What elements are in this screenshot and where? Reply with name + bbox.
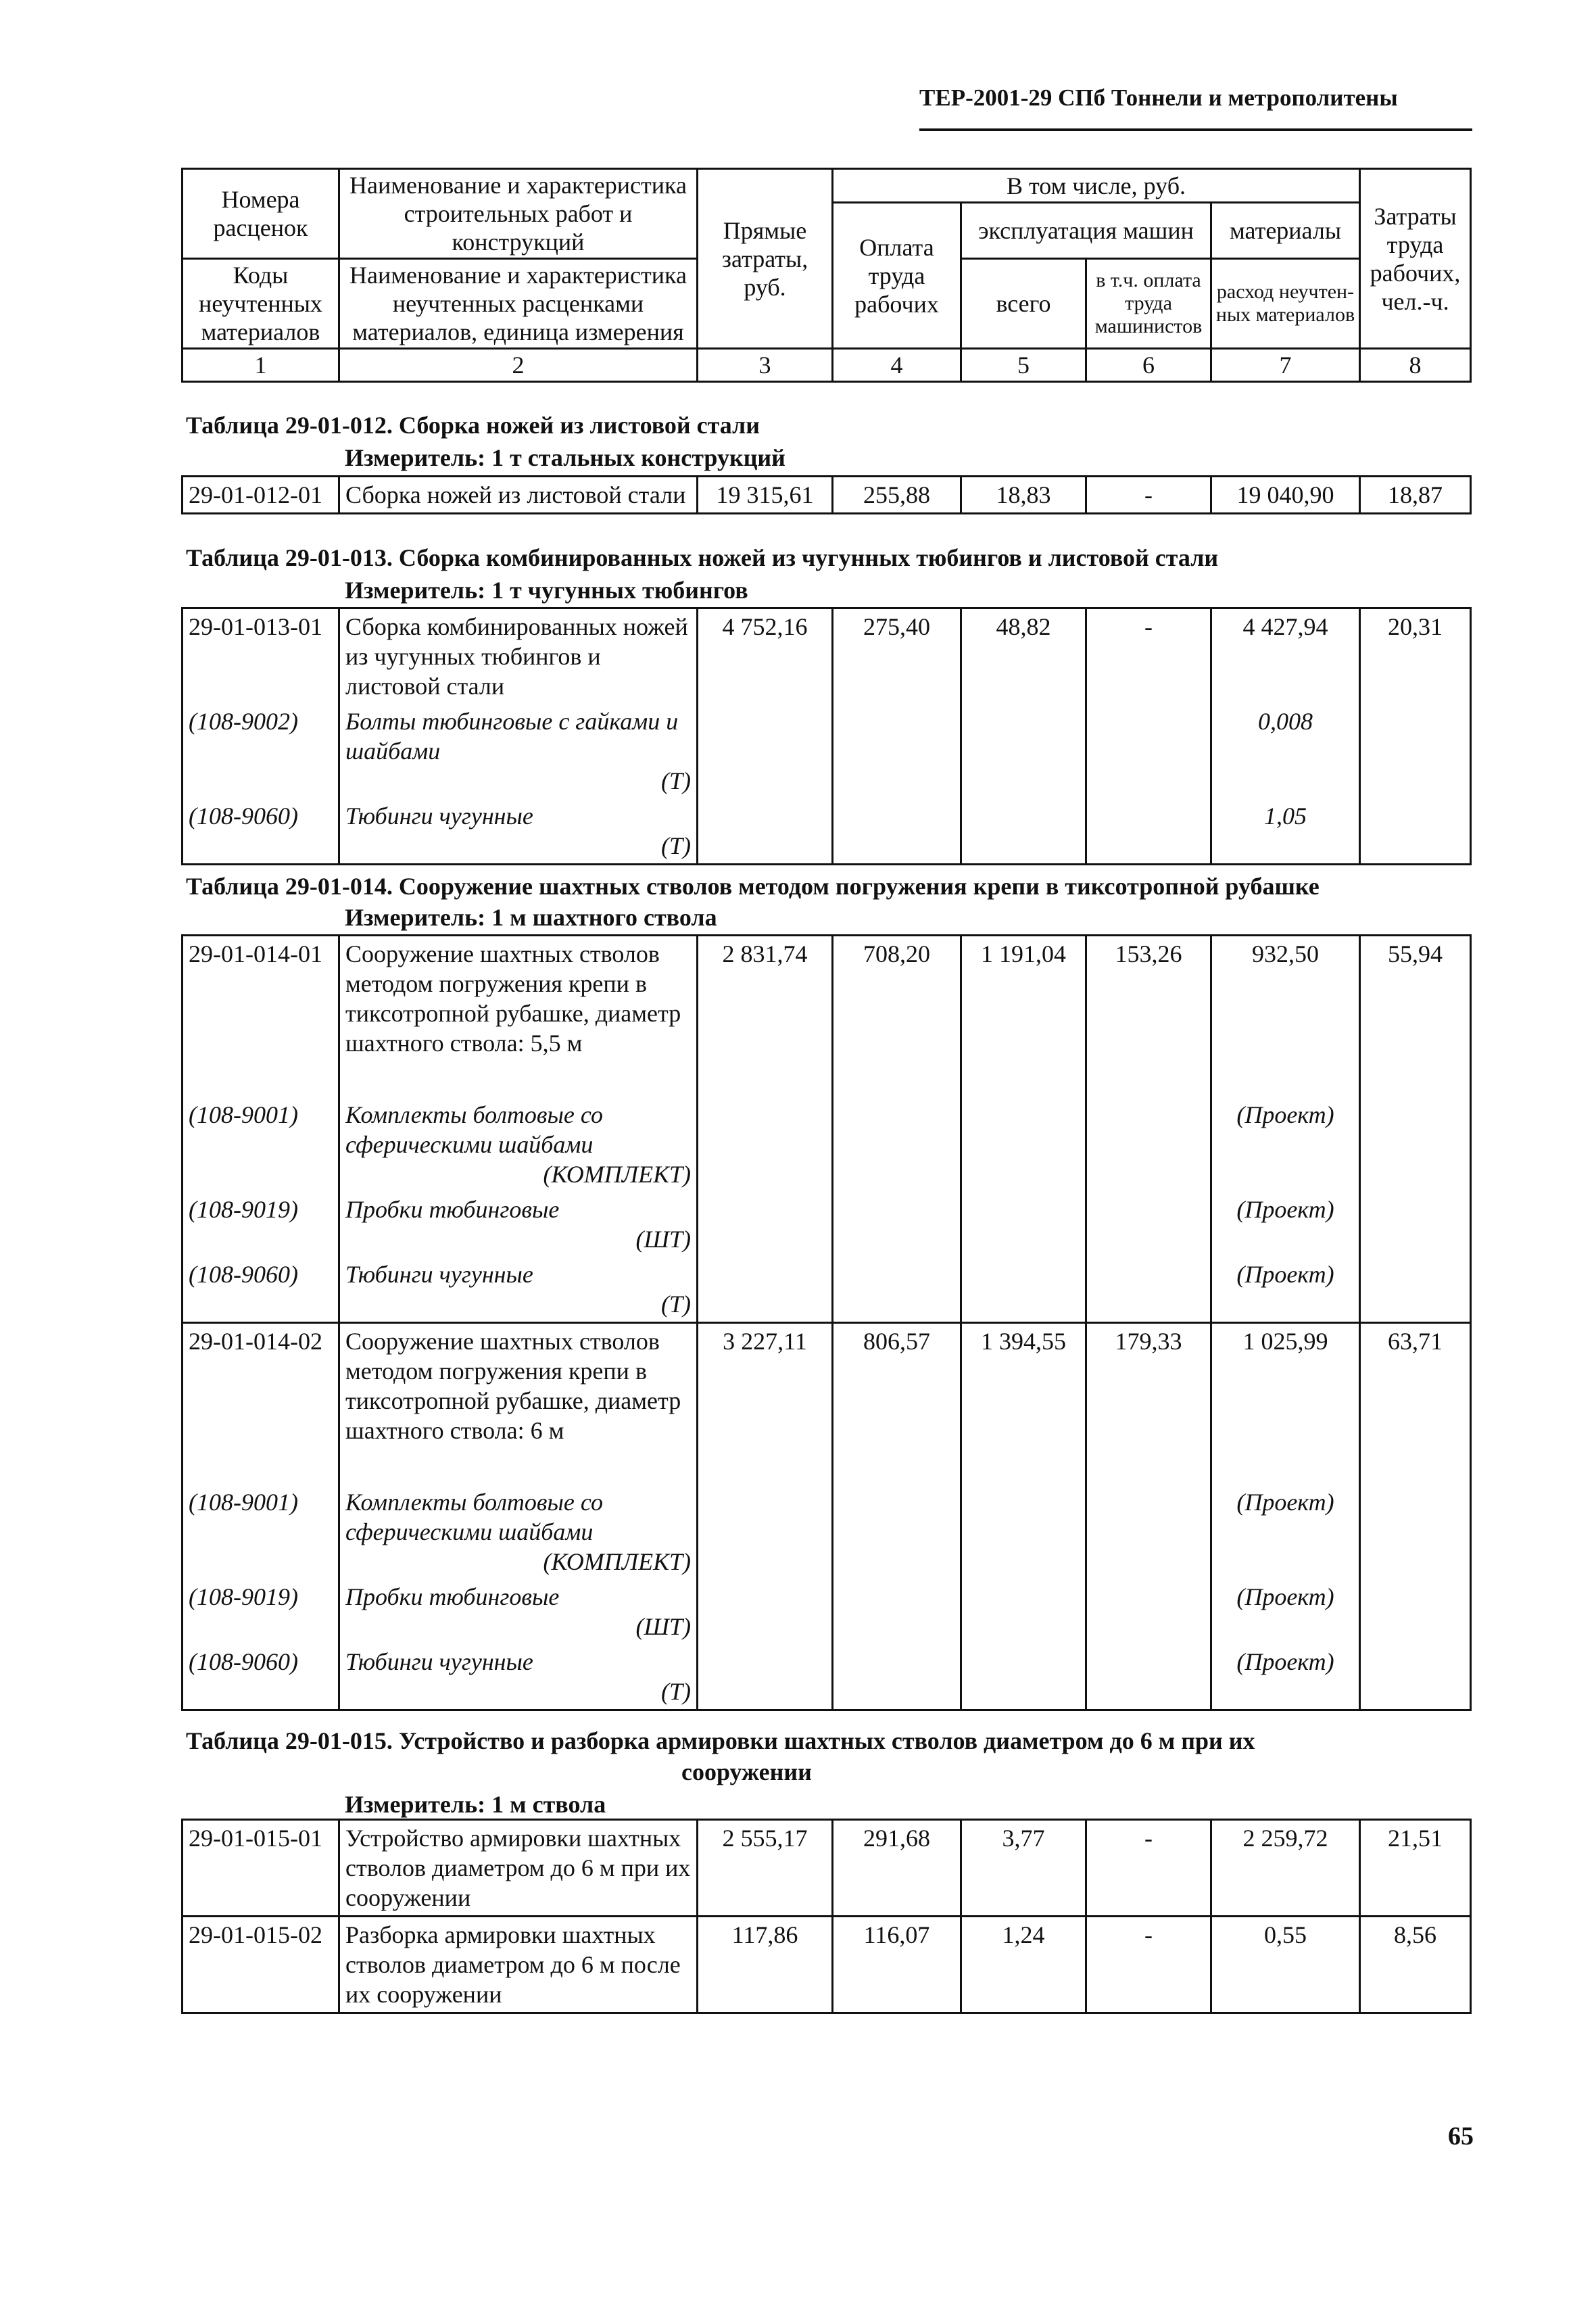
row-labor: 708,20	[833, 936, 961, 1323]
col-header-1-top: Номера расценок	[183, 169, 339, 259]
row-mach: 1 191,04	[961, 936, 1086, 1323]
col-header-5: всего	[961, 259, 1086, 349]
material-name-text: Комплекты болтовые со сферическими шайбами	[345, 1489, 603, 1545]
row-mach-labor: -	[1086, 1917, 1211, 2013]
material-code: (108-9060)	[183, 1644, 339, 1710]
col-header-2-bottom: Наименование и характеристика неучтенных расценками материалов, единица измерения	[339, 259, 698, 349]
row-mach-labor: -	[1086, 1820, 1211, 1917]
material-name	[339, 1257, 698, 1323]
row-name: Сборка ножей из листовой стали	[339, 477, 698, 514]
meter-014-text: Измеритель: 1 м шахтного ствола	[345, 904, 717, 931]
row-labor: 255,88	[833, 477, 961, 514]
col-header-group: В том числе, руб.	[833, 169, 1360, 203]
table-row	[183, 1820, 1471, 1917]
row-code: 29-01-012-01	[183, 477, 339, 514]
material-value: 1,05	[1211, 798, 1360, 865]
row-labor: 291,68	[833, 1820, 961, 1917]
col-num-7: 7	[1211, 349, 1360, 382]
material-code: (108-9060)	[183, 1257, 339, 1323]
material-name-text: Тюбинги чугунные	[345, 1261, 533, 1288]
col-header-machines: эксплуатация машин	[961, 203, 1211, 259]
material-code: (108-9019)	[183, 1579, 339, 1644]
col-header-2-top: Наименование и характеристика строительных работ и конструкций	[339, 169, 698, 259]
row-name: Разборка армировки шахтных стволов диаметром до 6 м после их сооружении	[339, 1917, 698, 2013]
row-direct: 2 555,17	[698, 1820, 833, 1917]
row-mat: 19 040,90	[1211, 477, 1360, 514]
table-015	[181, 1819, 1472, 2014]
table-014	[181, 934, 1472, 1711]
material-value: (Проект)	[1211, 1192, 1360, 1257]
table-caption-015-cont: сооружении	[681, 1758, 812, 1785]
material-unit: (Т)	[661, 832, 691, 859]
material-name-text: Комплекты болтовые со сферическими шайбами	[345, 1101, 603, 1158]
row-hours: 63,71	[1360, 1323, 1471, 1710]
row-mach-labor: -	[1086, 608, 1211, 865]
col-header-4: Оплата труда рабочих	[833, 203, 961, 349]
row-code: 29-01-014-02	[183, 1323, 339, 1485]
material-code: (108-9001)	[183, 1485, 339, 1579]
row-labor: 806,57	[833, 1323, 961, 1710]
row-direct: 4 752,16	[698, 608, 833, 865]
col-num-3: 3	[698, 349, 833, 382]
material-name	[339, 704, 698, 798]
col-header-materials: материалы	[1211, 203, 1360, 259]
row-mach-labor: 179,33	[1086, 1323, 1211, 1710]
material-unit: (КОМПЛЕКТ)	[543, 1161, 691, 1188]
row-labor: 116,07	[833, 1917, 961, 2013]
table-caption-012: Таблица 29-01-012. Сборка ножей из листовой стали	[186, 412, 760, 439]
row-hours: 18,87	[1360, 477, 1471, 514]
row-code: 29-01-013-01	[183, 608, 339, 704]
material-unit: (Т)	[661, 1291, 691, 1318]
row-name: Сооружение шахтных стволов методом погружения крепи в тиксотропной рубашке, диаметр шахтного ствола: 5,5 м	[339, 936, 698, 1098]
material-value: (Проект)	[1211, 1257, 1360, 1323]
row-name: Сборка комбинированных ножей из чугунных тюбингов и листовой стали	[339, 608, 698, 704]
row-hours: 55,94	[1360, 936, 1471, 1323]
table-012	[181, 475, 1472, 514]
column-header-table	[181, 168, 1472, 383]
material-name	[339, 1485, 698, 1579]
row-mach: 48,82	[961, 608, 1086, 865]
col-num-1: 1	[183, 349, 339, 382]
meter-015-text: Измеритель: 1 м ствола	[345, 1791, 606, 1818]
material-name-text: Пробки тюбинговые	[345, 1196, 560, 1223]
table-row	[183, 477, 1471, 514]
meter-015	[345, 1790, 606, 1819]
table-row	[183, 936, 1471, 1098]
material-name	[339, 1097, 698, 1192]
table-caption-015: Таблица 29-01-015. Устройство и разборка армировки шахтных стволов диаметром до 6 м при их	[186, 1727, 1255, 1754]
material-unit: (КОМПЛЕКТ)	[543, 1548, 691, 1575]
row-mach: 3,77	[961, 1820, 1086, 1917]
material-code: (108-9019)	[183, 1192, 339, 1257]
col-header-1-bottom: Коды неучтенных материалов	[183, 259, 339, 349]
row-code: 29-01-014-01	[183, 936, 339, 1098]
table-013	[181, 607, 1472, 865]
material-name	[339, 1644, 698, 1710]
meter-012	[345, 443, 785, 472]
row-mach: 1,24	[961, 1917, 1086, 2013]
col-num-5: 5	[961, 349, 1086, 382]
material-unit: (Т)	[661, 767, 691, 794]
row-name: Сооружение шахтных стволов методом погружения крепи в тиксотропной рубашке, диаметр шахтного ствола: 6 м	[339, 1323, 698, 1485]
row-mat: 1 025,99	[1211, 1323, 1360, 1485]
meter-014	[345, 903, 717, 932]
material-name-text: Тюбинги чугунные	[345, 1648, 533, 1675]
row-direct: 2 831,74	[698, 936, 833, 1323]
meter-013	[345, 576, 748, 604]
material-name-text: Пробки тюбинговые	[345, 1583, 560, 1610]
material-unit: (ШТ)	[635, 1226, 691, 1253]
row-mach-labor: 153,26	[1086, 936, 1211, 1323]
meter-012-text: Измеритель: 1 т стальных конструкций	[345, 444, 785, 471]
col-num-2: 2	[339, 349, 698, 382]
material-unit: (ШТ)	[635, 1613, 691, 1640]
material-code: (108-9060)	[183, 798, 339, 865]
material-name	[339, 1579, 698, 1644]
col-num-4: 4	[833, 349, 961, 382]
row-hours: 21,51	[1360, 1820, 1471, 1917]
table-caption-014: Таблица 29-01-014. Сооружение шахтных стволов методом погружения крепи в тиксотропной рубашке	[186, 873, 1320, 900]
col-header-6: в т.ч. оплата труда машинистов	[1086, 259, 1211, 349]
row-mat: 2 259,72	[1211, 1820, 1360, 1917]
row-name: Устройство армировки шахтных стволов диаметром до 6 м при их сооружении	[339, 1820, 698, 1917]
row-hours: 8,56	[1360, 1917, 1471, 2013]
material-value: (Проект)	[1211, 1097, 1360, 1192]
material-code: (108-9002)	[183, 704, 339, 798]
row-direct: 3 227,11	[698, 1323, 833, 1710]
header-rule	[919, 128, 1472, 131]
material-name-text: Болты тюбинговые с гайками и шайбами	[345, 708, 679, 765]
material-name-text: Тюбинги чугунные	[345, 802, 533, 830]
row-mat: 4 427,94	[1211, 608, 1360, 704]
row-direct: 19 315,61	[698, 477, 833, 514]
row-mat: 0,55	[1211, 1917, 1360, 2013]
material-value: (Проект)	[1211, 1485, 1360, 1579]
row-code: 29-01-015-02	[183, 1917, 339, 2013]
col-header-3: Прямые затраты, руб.	[698, 169, 833, 349]
table-row	[183, 1323, 1471, 1485]
col-num-6: 6	[1086, 349, 1211, 382]
material-code: (108-9001)	[183, 1097, 339, 1192]
row-mach-labor: -	[1086, 477, 1211, 514]
col-header-7: расход неучтен-ных материалов	[1211, 259, 1360, 349]
material-name	[339, 1192, 698, 1257]
row-code: 29-01-015-01	[183, 1820, 339, 1917]
material-name	[339, 798, 698, 865]
table-row	[183, 608, 1471, 704]
row-mat: 932,50	[1211, 936, 1360, 1098]
row-labor: 275,40	[833, 608, 961, 865]
row-mach: 1 394,55	[961, 1323, 1086, 1710]
material-value: (Проект)	[1211, 1644, 1360, 1710]
row-direct: 117,86	[698, 1917, 833, 2013]
row-hours: 20,31	[1360, 608, 1471, 865]
material-unit: (Т)	[661, 1678, 691, 1705]
page-header: ТЕР-2001-29 СПб Тоннели и метрополитены	[919, 85, 1398, 111]
row-mach: 18,83	[961, 477, 1086, 514]
meter-013-text: Измеритель: 1 т чугунных тюбингов	[345, 577, 748, 604]
table-row	[183, 1917, 1471, 2013]
col-header-8: Затраты труда рабочих, чел.-ч.	[1360, 169, 1471, 349]
table-caption-013: Таблица 29-01-013. Сборка комбинированных ножей из чугунных тюбингов и листовой стали	[186, 544, 1219, 571]
material-value: 0,008	[1211, 704, 1360, 798]
material-value: (Проект)	[1211, 1579, 1360, 1644]
col-num-8: 8	[1360, 349, 1471, 382]
page-number: 65	[1448, 2122, 1474, 2150]
